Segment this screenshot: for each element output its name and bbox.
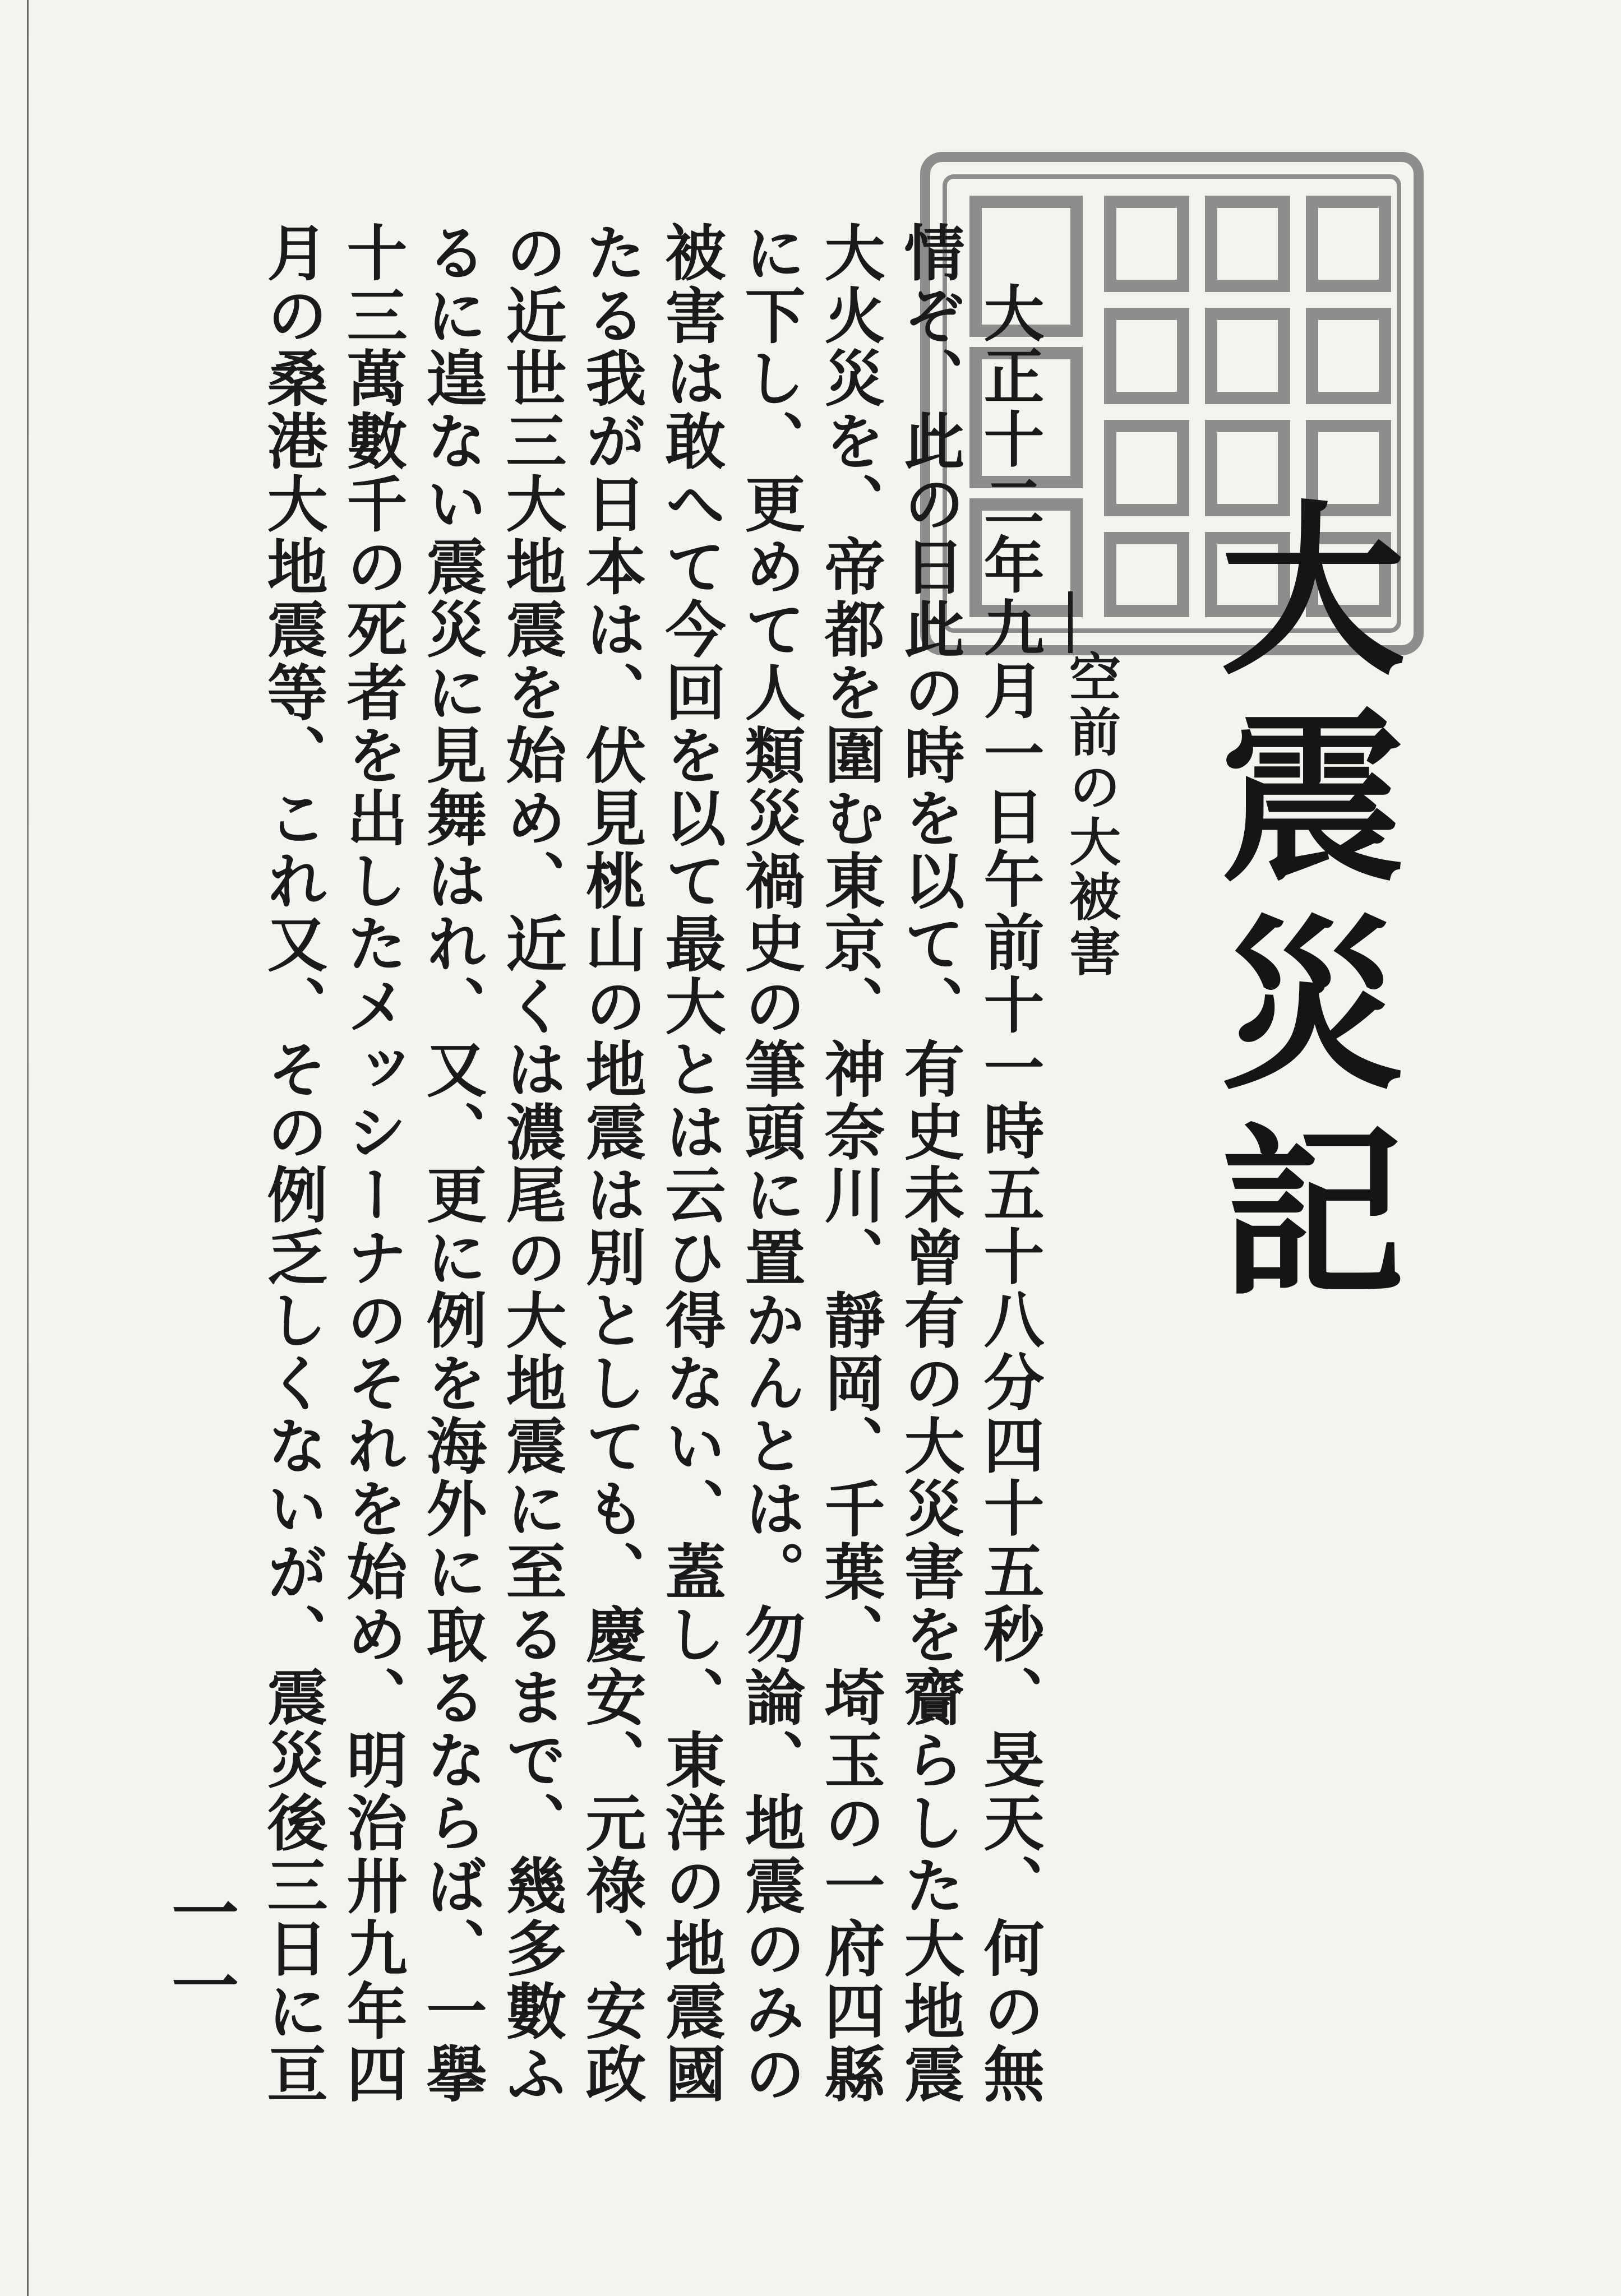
article-title: 大震災記 (1189, 493, 1407, 1323)
page-edge-line (27, 0, 29, 2296)
article-body (252, 221, 1049, 2105)
subtitle-mark (1068, 591, 1073, 653)
body-paragraph: 大正十二年九月一日午前十一時五十八分四十五秒、旻天、何の無情ぞ、此の日此の時を以て、有史未曾有の大災害を齎らした大地震大火災を、帝都を圍む東京、神奈川、靜岡、千葉、埼玉の一府四縣に下し、更めて人類災禍史の筆頭に置かんとは。勿論、地震のみの被害は敢へて今回を以て最大とは云ひ得ない、蓋し、東洋の地震國たる我が日本は、伏見桃山の地震は別としても、慶安、元祿、安政の近世三大地震を始め、近くは濃尾の大地震に至るまで、幾多數ふるに遑ない震災に見舞はれ、又、更に例を海外に取るならば、一擧十三萬數千の死者を出したメッシーナのそれを始め、明治卅九年四月の桑港大地震等、これ又、その例乏しくないが、震災後三日に亘 (257, 221, 1044, 2105)
page-number: 一一 (160, 1878, 239, 2024)
article-subtitle: 空前の大被害 (1061, 650, 1121, 980)
